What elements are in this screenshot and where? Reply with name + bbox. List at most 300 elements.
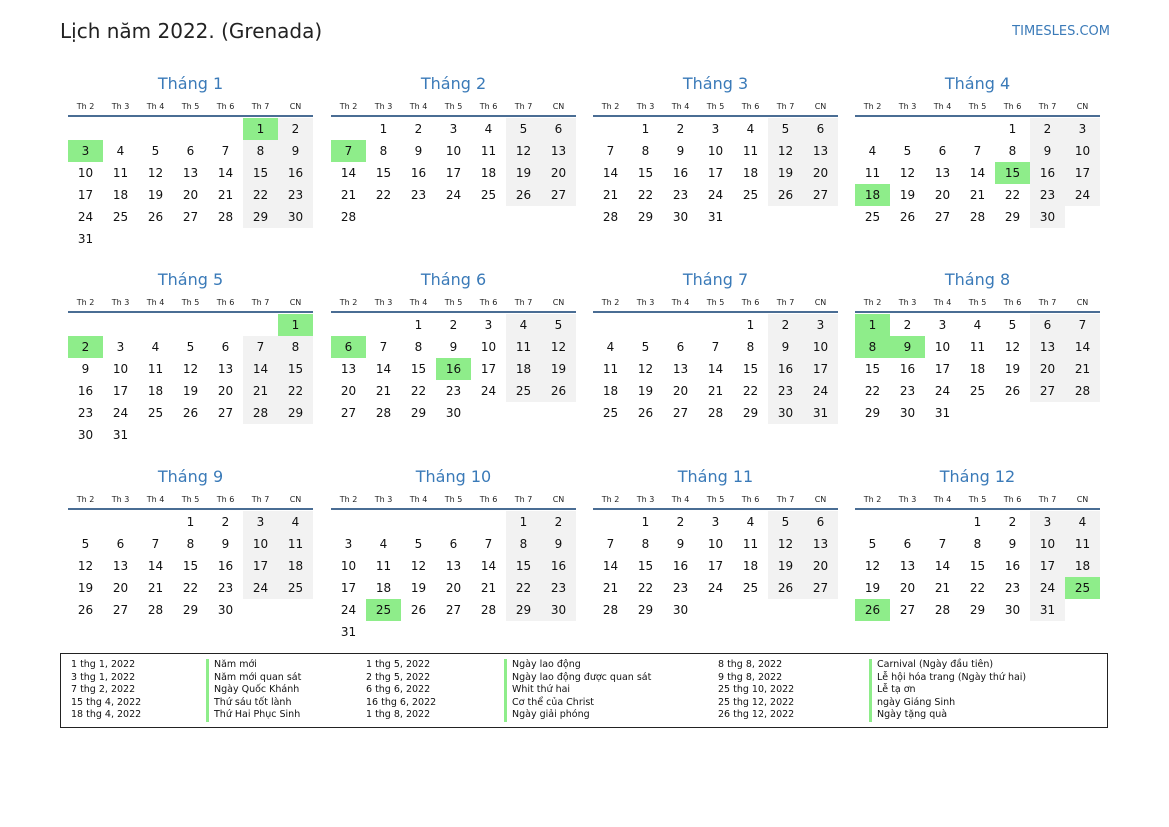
day-cell: 9	[221, 537, 230, 551]
weekday-label: Th 4	[146, 102, 165, 111]
day-cell: 27	[182, 210, 199, 224]
day-cell: 22	[969, 581, 986, 595]
day-cell: 9	[768, 336, 803, 358]
day-cell: 12	[541, 336, 576, 358]
day-cell: 21	[934, 581, 951, 595]
day-cell: 13	[217, 362, 234, 376]
day-cell: 13	[934, 166, 951, 180]
day-cell: 12	[506, 140, 541, 162]
day-cell: 14	[480, 559, 497, 573]
day-cell: 27	[112, 603, 129, 617]
weekday-label: Th 2	[863, 298, 882, 307]
day-cell: 7	[221, 144, 230, 158]
month-divider	[68, 115, 313, 117]
day-cell: 17	[1030, 555, 1065, 577]
weekday-label: Th 5	[181, 298, 200, 307]
legend-holiday-name: Whit thứ hai	[504, 684, 651, 697]
weekday-label: Th 5	[706, 102, 725, 111]
day-cell: 25	[602, 406, 619, 420]
day-cell: 22	[278, 380, 313, 402]
day-cell: 26	[541, 380, 576, 402]
day-cell: 30	[1004, 603, 1021, 617]
day-cell: 28	[375, 406, 392, 420]
day-cell: 25	[278, 577, 313, 599]
month-title: Tháng 2	[420, 74, 487, 93]
weekday-label: Th 2	[339, 102, 358, 111]
day-cell: 19	[410, 581, 427, 595]
day-cell: 20	[934, 188, 951, 202]
weekday-label: Th 2	[76, 495, 95, 504]
day-cell: 13	[541, 140, 576, 162]
weekday-label: Th 2	[863, 495, 882, 504]
day-cell: 30	[77, 428, 94, 442]
legend-holiday-name: Ngày lao động	[504, 659, 651, 672]
weekday-label: CN	[552, 495, 565, 504]
weekday-label: Th 2	[601, 102, 620, 111]
day-cell: 19	[864, 581, 881, 595]
legend-date: 26 thg 12, 2022	[718, 709, 795, 721]
day-cell: 16	[278, 162, 313, 184]
day-cell: 11	[147, 362, 164, 376]
day-cell: 30	[768, 402, 803, 424]
day-cell: 20	[803, 162, 838, 184]
weekday-label: Th 3	[111, 495, 130, 504]
day-cell: 9	[1008, 537, 1017, 551]
day-cell: 4	[116, 144, 125, 158]
legend-holiday-name: Năm mới	[206, 659, 301, 672]
day-cell: 21	[375, 384, 392, 398]
day-cell: 10	[480, 340, 497, 354]
day-cell: 10	[77, 166, 94, 180]
day-cell: 17	[112, 384, 129, 398]
day-cell: 23	[1004, 581, 1021, 595]
legend-holiday-name: Ngày lao động được quan sát	[504, 672, 651, 685]
day-cell: 24	[1030, 577, 1065, 599]
day-cell: 6	[803, 511, 838, 533]
weekday-label: CN	[289, 298, 302, 307]
day-cell: 9	[541, 533, 576, 555]
weekday-label: Th 5	[706, 298, 725, 307]
day-cell: 25	[742, 581, 759, 595]
month-divider	[68, 508, 313, 510]
day-cell: 14	[707, 362, 724, 376]
day-cell: 8	[973, 537, 982, 551]
day-cell: 13	[803, 140, 838, 162]
day-cell: 26	[768, 577, 803, 599]
legend-date-column	[718, 659, 794, 722]
weekday-header	[68, 493, 313, 507]
day-cell: 30	[217, 603, 234, 617]
day-cell: 15	[375, 166, 392, 180]
month-title: Tháng 1	[157, 74, 224, 93]
day-cell: 28	[969, 210, 986, 224]
legend-date-column	[71, 659, 141, 722]
month-title: Tháng 5	[157, 270, 224, 289]
day-cell: 19	[1004, 362, 1021, 376]
day-cell: 13	[1030, 336, 1065, 358]
weekday-label: CN	[289, 495, 302, 504]
weekday-label: Th 7	[251, 102, 270, 111]
weekday-label: Th 2	[601, 298, 620, 307]
weekday-label: Th 6	[741, 495, 760, 504]
day-cell: 2	[1008, 515, 1017, 529]
day-cell: 14	[934, 559, 951, 573]
day-cell: 16	[672, 166, 689, 180]
day-cell: 11	[278, 533, 313, 555]
day-cell: 16	[410, 166, 427, 180]
day-cell: 10	[707, 144, 724, 158]
day-cell: 7	[606, 537, 615, 551]
month-divider	[331, 115, 576, 117]
weekday-label: Th 7	[514, 102, 533, 111]
day-cell: 29	[182, 603, 199, 617]
day-cell: 7	[379, 340, 388, 354]
month-title: Tháng 8	[944, 270, 1011, 289]
day-cell: 21	[480, 581, 497, 595]
weekday-label: Th 6	[1003, 102, 1022, 111]
holiday-day-cell: 7	[331, 140, 366, 162]
day-cell: 27	[934, 210, 951, 224]
weekday-label: CN	[814, 298, 827, 307]
legend-date: 9 thg 8, 2022	[718, 671, 783, 683]
day-cell: 21	[147, 581, 164, 595]
day-cell: 29	[243, 206, 278, 228]
day-cell: 28	[217, 210, 234, 224]
weekday-label: Th 4	[933, 298, 952, 307]
day-cell: 6	[903, 537, 912, 551]
legend-holiday-name: Ngày Quốc Khánh	[206, 684, 301, 697]
day-cell: 30	[672, 210, 689, 224]
weekday-label: Th 7	[1038, 298, 1057, 307]
day-cell: 6	[449, 537, 458, 551]
day-cell: 4	[1065, 511, 1100, 533]
day-cell: 24	[77, 210, 94, 224]
day-cell: 13	[182, 166, 199, 180]
weekday-label: Th 7	[776, 102, 795, 111]
day-cell: 21	[340, 188, 357, 202]
month-divider	[593, 115, 838, 117]
day-cell: 7	[484, 537, 493, 551]
weekday-header	[331, 493, 576, 507]
month-divider	[855, 311, 1100, 313]
day-cell: 27	[445, 603, 462, 617]
day-cell: 23	[899, 384, 916, 398]
day-cell: 12	[410, 559, 427, 573]
day-cell: 20	[541, 162, 576, 184]
weekday-label: Th 6	[1003, 495, 1022, 504]
day-cell: 19	[899, 188, 916, 202]
weekday-label: Th 3	[374, 102, 393, 111]
day-cell: 18	[506, 358, 541, 380]
day-cell: 28	[1065, 380, 1100, 402]
day-cell: 5	[768, 511, 803, 533]
holiday-day-cell: 1	[855, 314, 890, 336]
month-divider	[855, 115, 1100, 117]
day-cell: 23	[768, 380, 803, 402]
weekday-label: Th 2	[339, 298, 358, 307]
day-cell: 4	[606, 340, 615, 354]
day-cell: 15	[506, 555, 541, 577]
weekday-label: Th 3	[111, 102, 130, 111]
day-cell: 1	[414, 318, 423, 332]
weekday-label: Th 5	[444, 298, 463, 307]
day-cell: 19	[541, 358, 576, 380]
day-cell: 30	[278, 206, 313, 228]
day-cell: 11	[112, 166, 129, 180]
day-cell: 30	[672, 603, 689, 617]
day-cell: 7	[938, 537, 947, 551]
day-cell: 14	[969, 166, 986, 180]
day-cell: 22	[864, 384, 881, 398]
day-cell: 31	[112, 428, 129, 442]
day-cell: 15	[864, 362, 881, 376]
day-cell: 12	[768, 140, 803, 162]
day-cell: 20	[672, 384, 689, 398]
day-cell: 27	[541, 184, 576, 206]
weekday-label: CN	[814, 495, 827, 504]
weekday-label: Th 6	[216, 495, 235, 504]
page-title: Lịch năm 2022. (Grenada)	[60, 19, 323, 43]
weekday-label: CN	[1076, 298, 1089, 307]
day-cell: 22	[243, 184, 278, 206]
legend-date: 8 thg 8, 2022	[718, 659, 783, 670]
day-cell: 17	[707, 559, 724, 573]
day-cell: 23	[217, 581, 234, 595]
legend-date: 3 thg 1, 2022	[71, 671, 136, 683]
legend-holiday-name: Cơ thể của Christ	[504, 697, 651, 710]
holiday-day-cell: 26	[855, 599, 890, 621]
day-cell: 16	[672, 559, 689, 573]
day-cell: 19	[768, 555, 803, 577]
day-cell: 24	[340, 603, 357, 617]
day-cell: 28	[934, 603, 951, 617]
day-cell: 12	[899, 166, 916, 180]
day-cell: 16	[1030, 162, 1065, 184]
day-cell: 27	[340, 406, 357, 420]
day-cell: 5	[81, 537, 90, 551]
month-divider	[68, 311, 313, 313]
day-cell: 29	[969, 603, 986, 617]
day-cell: 7	[711, 340, 720, 354]
day-cell: 18	[969, 362, 986, 376]
legend-date: 15 thg 4, 2022	[71, 696, 142, 708]
day-cell: 20	[803, 555, 838, 577]
day-cell: 23	[541, 577, 576, 599]
month-title: Tháng 12	[939, 467, 1016, 486]
day-cell: 14	[147, 559, 164, 573]
day-cell: 15	[969, 559, 986, 573]
weekday-header	[593, 296, 838, 310]
day-cell: 8	[379, 144, 388, 158]
weekday-header	[68, 296, 313, 310]
weekday-label: Th 3	[898, 495, 917, 504]
day-cell: 28	[243, 402, 278, 424]
day-cell: 14	[243, 358, 278, 380]
day-cell: 22	[375, 188, 392, 202]
day-cell: 22	[410, 384, 427, 398]
holiday-day-cell: 2	[68, 336, 103, 358]
legend-date: 25 thg 10, 2022	[718, 684, 795, 696]
day-cell: 4	[506, 314, 541, 336]
day-cell: 17	[340, 581, 357, 595]
day-cell: 25	[480, 188, 497, 202]
day-cell: 3	[1065, 118, 1100, 140]
day-cell: 2	[1030, 118, 1065, 140]
weekday-label: Th 4	[671, 102, 690, 111]
day-cell: 10	[803, 336, 838, 358]
holiday-day-cell: 6	[331, 336, 366, 358]
day-cell: 19	[147, 188, 164, 202]
weekday-label: Th 5	[444, 495, 463, 504]
day-cell: 16	[541, 555, 576, 577]
weekday-label: Th 7	[251, 495, 270, 504]
day-cell: 4	[379, 537, 388, 551]
day-cell: 10	[243, 533, 278, 555]
day-cell: 15	[637, 559, 654, 573]
day-cell: 22	[637, 581, 654, 595]
weekday-label: Th 5	[444, 102, 463, 111]
day-cell: 25	[147, 406, 164, 420]
day-cell: 1	[641, 122, 650, 136]
weekday-label: Th 7	[514, 495, 533, 504]
day-cell: 4	[746, 122, 755, 136]
day-cell: 11	[742, 537, 759, 551]
day-cell: 8	[243, 140, 278, 162]
weekday-label: Th 5	[181, 495, 200, 504]
day-cell: 19	[77, 581, 94, 595]
day-cell: 17	[1065, 162, 1100, 184]
day-cell: 6	[938, 144, 947, 158]
legend-date: 6 thg 6, 2022	[366, 684, 431, 696]
day-cell: 6	[803, 118, 838, 140]
day-cell: 18	[742, 166, 759, 180]
day-cell: 18	[602, 384, 619, 398]
weekday-label: CN	[552, 298, 565, 307]
weekday-label: Th 6	[1003, 298, 1022, 307]
weekday-label: Th 2	[863, 102, 882, 111]
holiday-day-cell: 25	[366, 599, 401, 621]
day-cell: 29	[1004, 210, 1021, 224]
weekday-label: Th 6	[479, 298, 498, 307]
legend-holiday-name: Ngày giải phóng	[504, 709, 651, 722]
day-cell: 12	[182, 362, 199, 376]
legend-holiday-name: Thứ Hai Phục Sinh	[206, 709, 301, 722]
legend-holiday-name: Carnival (Ngày đầu tiên)	[869, 659, 1026, 672]
day-cell: 16	[768, 358, 803, 380]
day-cell: 4	[278, 511, 313, 533]
weekday-label: Th 5	[968, 102, 987, 111]
day-cell: 18	[742, 559, 759, 573]
day-cell: 28	[707, 406, 724, 420]
day-cell: 24	[112, 406, 129, 420]
day-cell: 8	[278, 336, 313, 358]
day-cell: 26	[637, 406, 654, 420]
weekday-label: Th 6	[216, 298, 235, 307]
day-cell: 1	[973, 515, 982, 529]
day-cell: 2	[449, 318, 458, 332]
day-cell: 28	[340, 210, 357, 224]
day-cell: 3	[711, 122, 720, 136]
day-cell: 8	[186, 537, 195, 551]
day-cell: 10	[1030, 533, 1065, 555]
day-cell: 24	[707, 188, 724, 202]
day-cell: 7	[606, 144, 615, 158]
month-divider	[593, 508, 838, 510]
legend-date: 2 thg 5, 2022	[366, 671, 431, 683]
day-cell: 16	[899, 362, 916, 376]
day-cell: 2	[541, 511, 576, 533]
day-cell: 23	[410, 188, 427, 202]
day-cell: 30	[1030, 206, 1065, 228]
day-cell: 27	[1030, 380, 1065, 402]
day-cell: 9	[1030, 140, 1065, 162]
weekday-header	[68, 100, 313, 114]
day-cell: 22	[1004, 188, 1021, 202]
day-cell: 29	[637, 603, 654, 617]
day-cell: 16	[217, 559, 234, 573]
legend-date: 25 thg 12, 2022	[718, 696, 795, 708]
day-cell: 14	[217, 166, 234, 180]
day-cell: 1	[379, 122, 388, 136]
day-cell: 2	[676, 122, 685, 136]
day-cell: 11	[1065, 533, 1100, 555]
month-title: Tháng 11	[677, 467, 754, 486]
day-cell: 15	[243, 162, 278, 184]
day-cell: 24	[803, 380, 838, 402]
day-cell: 17	[803, 358, 838, 380]
weekday-label: Th 7	[1038, 495, 1057, 504]
day-cell: 6	[1030, 314, 1065, 336]
day-cell: 1	[641, 515, 650, 529]
day-cell: 26	[77, 603, 94, 617]
day-cell: 4	[746, 515, 755, 529]
day-cell: 28	[602, 210, 619, 224]
day-cell: 26	[147, 210, 164, 224]
day-cell: 28	[480, 603, 497, 617]
legend-holiday-name: Năm mới quan sát	[206, 672, 301, 685]
day-cell: 3	[803, 314, 838, 336]
day-cell: 13	[803, 533, 838, 555]
day-cell: 25	[864, 210, 881, 224]
day-cell: 4	[151, 340, 160, 354]
legend-holiday-name: Lễ tạ ơn	[869, 684, 1026, 697]
day-cell: 16	[1004, 559, 1021, 573]
weekday-label: Th 3	[898, 102, 917, 111]
day-cell: 21	[602, 581, 619, 595]
month-title: Tháng 9	[157, 467, 224, 486]
day-cell: 12	[864, 559, 881, 573]
weekday-label: Th 6	[741, 102, 760, 111]
day-cell: 5	[151, 144, 160, 158]
day-cell: 3	[1030, 511, 1065, 533]
holiday-day-cell: 16	[436, 358, 471, 380]
day-cell: 5	[541, 314, 576, 336]
day-cell: 15	[278, 358, 313, 380]
day-cell: 10	[445, 144, 462, 158]
day-cell: 21	[1065, 358, 1100, 380]
month-divider	[855, 508, 1100, 510]
day-cell: 16	[77, 384, 94, 398]
site-link[interactable]: TIMESLES.COM	[1012, 24, 1110, 39]
day-cell: 4	[484, 122, 493, 136]
day-cell: 5	[868, 537, 877, 551]
holiday-day-cell: 15	[995, 162, 1030, 184]
day-cell: 7	[243, 336, 278, 358]
day-cell: 8	[641, 537, 650, 551]
day-cell: 15	[742, 362, 759, 376]
weekday-label: Th 2	[76, 102, 95, 111]
day-cell: 24	[243, 577, 278, 599]
